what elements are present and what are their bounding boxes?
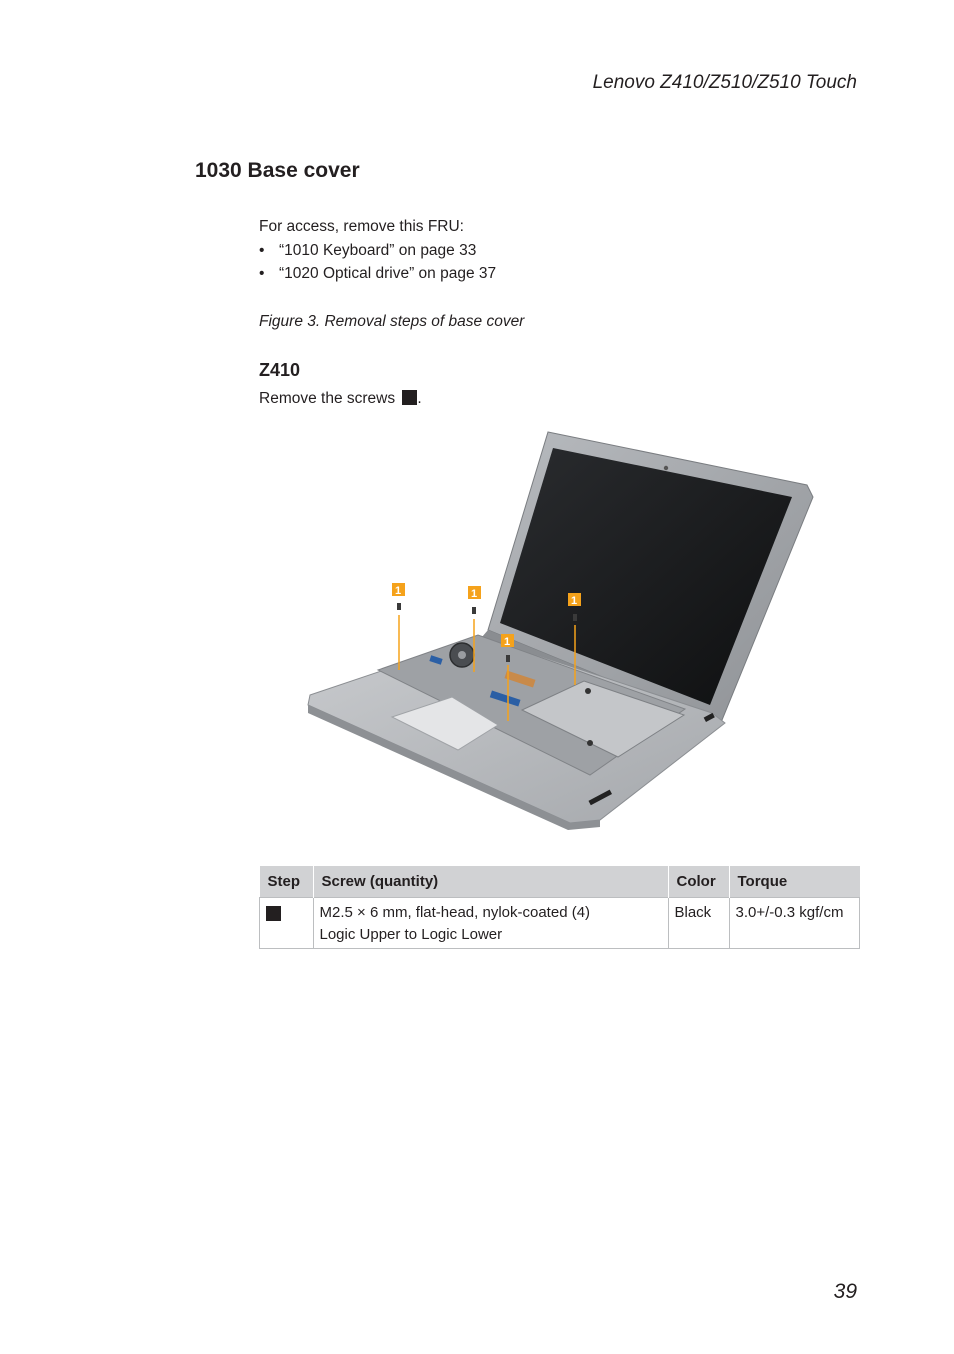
bullet-marker: • xyxy=(259,242,265,259)
screw-spec: M2.5 × 6 mm, flat-head, nylok-coated (4) xyxy=(319,904,591,921)
instruction-period: . xyxy=(417,390,422,407)
document-title: Lenovo Z410/Z510/Z510 Touch xyxy=(592,72,857,93)
prerequisite-link-optical-drive[interactable]: “1020 Optical drive” on page 37 xyxy=(279,265,497,282)
list-item xyxy=(259,241,496,264)
table-row xyxy=(260,898,860,949)
column-header-screw: Screw (quantity) xyxy=(313,866,668,898)
svg-text:1: 1 xyxy=(571,595,578,607)
step-cell xyxy=(260,898,314,949)
screw-location: Logic Upper to Logic Lower xyxy=(319,926,503,943)
figure-caption: Figure 3. Removal steps of base cover xyxy=(259,313,525,330)
screw-step-icon xyxy=(266,906,281,921)
instruction-text xyxy=(259,390,422,408)
table-header-row xyxy=(260,866,860,898)
svg-text:1: 1 xyxy=(471,588,478,600)
bullet-marker: • xyxy=(259,265,265,282)
list-item xyxy=(259,264,496,287)
color-cell: Black xyxy=(668,898,729,949)
prerequisite-list xyxy=(259,241,496,287)
page-number: 39 xyxy=(833,1280,857,1303)
column-header-torque: Torque xyxy=(729,866,860,898)
screw-step-icon xyxy=(402,390,417,405)
prerequisite-link-keyboard[interactable]: “1010 Keyboard” on page 33 xyxy=(279,242,477,259)
column-header-step: Step xyxy=(260,866,314,898)
screw-table xyxy=(259,866,860,949)
callout-screw-1 xyxy=(392,583,405,670)
model-heading: Z410 xyxy=(259,360,301,380)
section-heading: 1030 Base cover xyxy=(195,159,360,182)
column-header-color: Color xyxy=(668,866,729,898)
laptop-illustration xyxy=(300,425,820,830)
access-intro: For access, remove this FRU: xyxy=(259,218,464,235)
svg-text:1: 1 xyxy=(504,636,511,648)
torque-cell: 3.0+/-0.3 kgf/cm xyxy=(729,898,860,949)
instruction-label: Remove the screws xyxy=(259,390,396,407)
screw-cell xyxy=(313,898,668,949)
svg-text:1: 1 xyxy=(395,585,402,597)
